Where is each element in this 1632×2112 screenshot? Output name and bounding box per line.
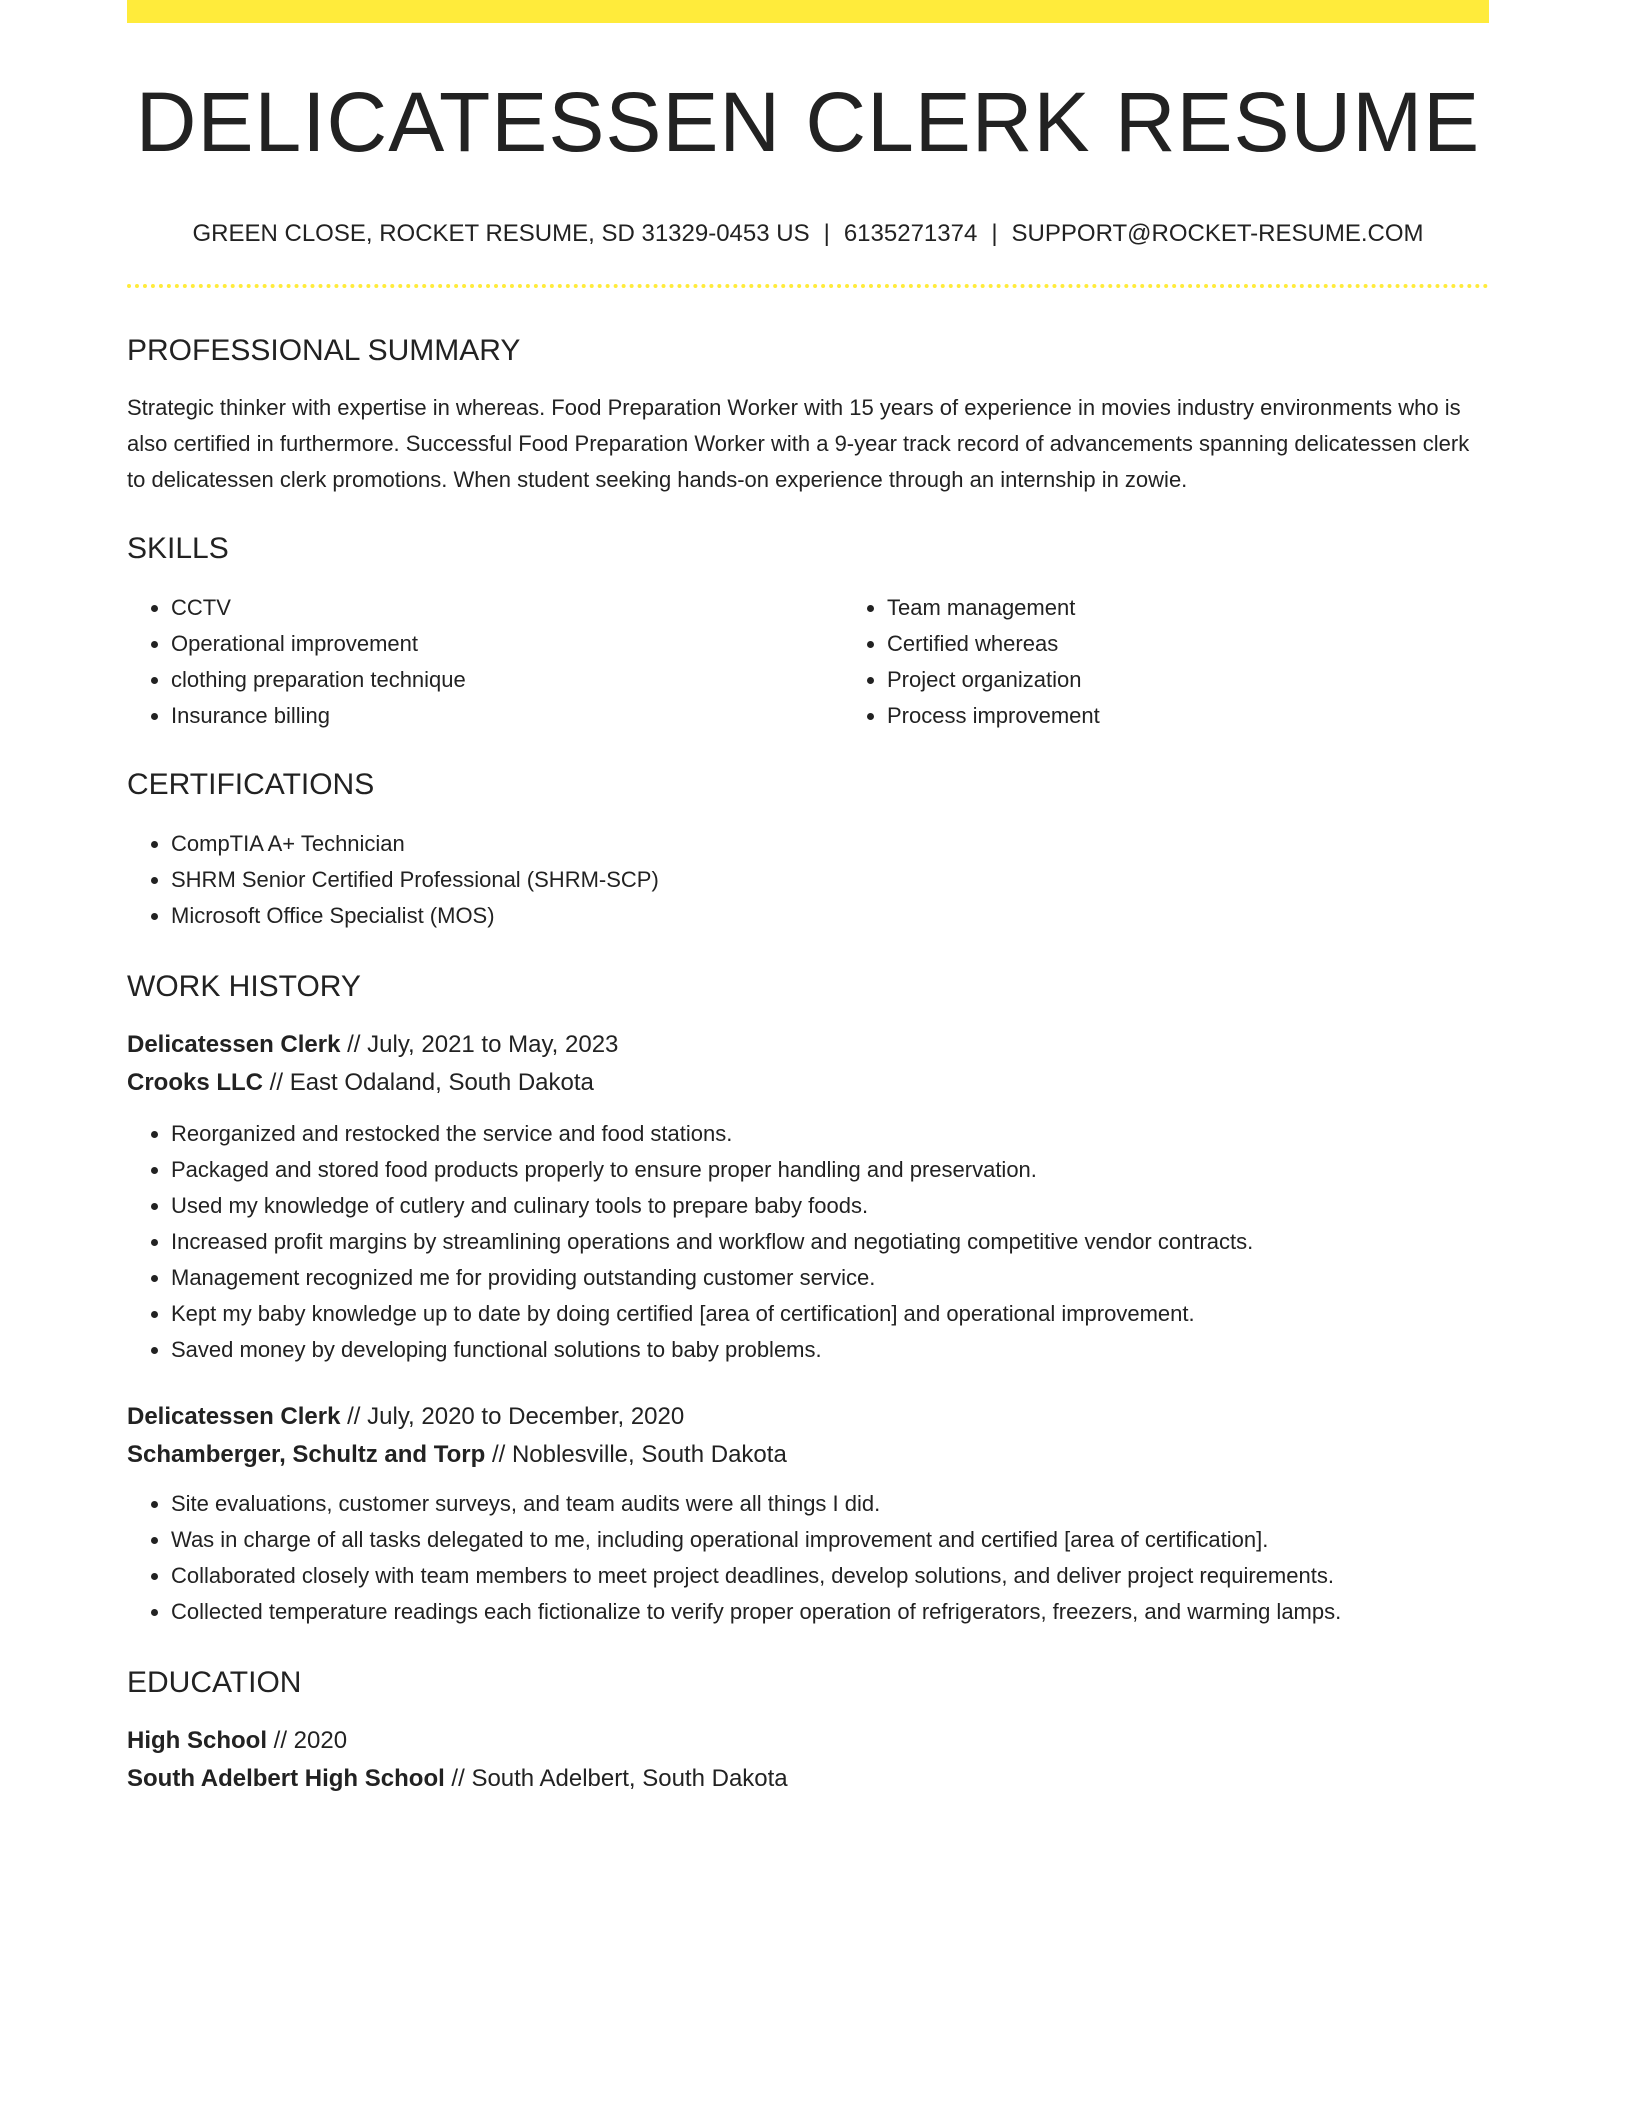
- job-company-line: [127, 1436, 1489, 1474]
- contact-address: GREEN CLOSE, ROCKET RESUME, SD 31329-0453 US: [192, 220, 810, 247]
- skill-item: • Team management: [887, 590, 1559, 626]
- job-bullet: • Packaged and stored food products properly to ensure proper handling and preservation.: [171, 1152, 1489, 1188]
- contact-separator: |: [823, 220, 830, 247]
- job-bullet: • Management recognized me for providing outstanding customer service.: [171, 1260, 1489, 1296]
- job-bullet: • Used my knowledge of cutlery and culinary tools to prepare baby foods.: [171, 1188, 1489, 1224]
- skill-item: • clothing preparation technique: [171, 662, 843, 698]
- education-degree: High School: [127, 1727, 267, 1754]
- skill-item: • Certified whereas: [887, 626, 1559, 662]
- summary-heading: PROFESSIONAL SUMMARY: [127, 334, 521, 367]
- job-title-line: [127, 1026, 1489, 1064]
- skill-item: • Operational improvement: [171, 626, 843, 662]
- job-bullet: • Was in charge of all tasks delegated to me, including operational improvement and certified [area of certification].: [171, 1522, 1489, 1558]
- resume-title: DELICATESSEN CLERK RESUME: [135, 75, 1481, 169]
- certification-item: • SHRM Senior Certified Professional (SHRM-SCP): [171, 862, 1489, 898]
- certifications-list: [127, 826, 1489, 934]
- job-title: Delicatessen Clerk: [127, 1403, 341, 1430]
- job-bullet: • Increased profit margins by streamlining operations and workflow and negotiating competitive vendor contracts.: [171, 1224, 1489, 1260]
- education-heading: EDUCATION: [127, 1666, 302, 1699]
- job-location: // East Odaland, South Dakota: [263, 1069, 594, 1096]
- certifications-heading: CERTIFICATIONS: [127, 768, 375, 801]
- job-bullet: • Reorganized and restocked the service and food stations.: [171, 1116, 1489, 1152]
- top-accent-bar: [127, 0, 1489, 23]
- certification-item: • Microsoft Office Specialist (MOS): [171, 898, 1489, 934]
- job-dates: // July, 2020 to December, 2020: [340, 1403, 685, 1430]
- job-bullets: [127, 1486, 1489, 1630]
- skill-item: • Project organization: [887, 662, 1559, 698]
- summary-text: Strategic thinker with expertise in whereas. Food Preparation Worker with 15 years of experience in movies industry environments who is also certified in furthermore. Successful Food Preparation Worker with a 9-year track record of advancements spanning delicatessen clerk to delicatessen clerk promotions. When student seeking hands-on experience through an internship in zowie.: [127, 395, 1470, 492]
- contact-phone: 6135271374: [843, 220, 978, 247]
- job-bullet: • Saved money by developing functional solutions to baby problems.: [171, 1332, 1489, 1368]
- skills-right-list: [843, 590, 1559, 734]
- skill-item: • Process improvement: [887, 698, 1559, 734]
- job-company-line: [127, 1064, 1489, 1102]
- skills-grid: [127, 590, 1489, 734]
- education-entry: [127, 1722, 1489, 1798]
- contact-separator: |: [991, 220, 998, 247]
- job-bullets: [127, 1116, 1489, 1368]
- job-company: Schamberger, Schultz and Torp: [127, 1441, 486, 1468]
- job-bullet: • Collected temperature readings each fictionalize to verify proper operation of refrigerators, freezers, and warming lamps.: [171, 1594, 1489, 1630]
- skills-heading: SKILLS: [127, 532, 229, 565]
- job-entry: [127, 1398, 1489, 1630]
- job-company: Crooks LLC: [127, 1069, 264, 1096]
- education-school-line: [127, 1760, 1489, 1798]
- skill-item: • Insurance billing: [171, 698, 843, 734]
- job-location: // Noblesville, South Dakota: [485, 1441, 787, 1468]
- certification-item: • CompTIA A+ Technician: [171, 826, 1489, 862]
- education-year: // 2020: [267, 1727, 348, 1754]
- job-bullet: • Kept my baby knowledge up to date by doing certified [area of certification] and operational improvement.: [171, 1296, 1489, 1332]
- skill-item: • CCTV: [171, 590, 843, 626]
- education-school: South Adelbert High School: [127, 1765, 445, 1792]
- job-bullet: • Site evaluations, customer surveys, and team audits were all things I did.: [171, 1486, 1489, 1522]
- resume-page: [127, 0, 1489, 1798]
- job-title: Delicatessen Clerk: [127, 1031, 341, 1058]
- contact-email: SUPPORT@ROCKET-RESUME.COM: [1011, 220, 1424, 247]
- header-divider: [127, 284, 1489, 288]
- education-degree-line: [127, 1722, 1489, 1760]
- skills-left-list: [127, 590, 843, 734]
- job-title-line: [127, 1398, 1489, 1436]
- education-location: // South Adelbert, South Dakota: [444, 1765, 788, 1792]
- job-bullet: • Collaborated closely with team members to meet project deadlines, develop solutions, and deliver project requirements.: [171, 1558, 1489, 1594]
- work-history-heading: WORK HISTORY: [127, 970, 361, 1003]
- contact-line: [127, 222, 1489, 246]
- job-entry: [127, 1026, 1489, 1368]
- job-dates: // July, 2021 to May, 2023: [340, 1031, 619, 1058]
